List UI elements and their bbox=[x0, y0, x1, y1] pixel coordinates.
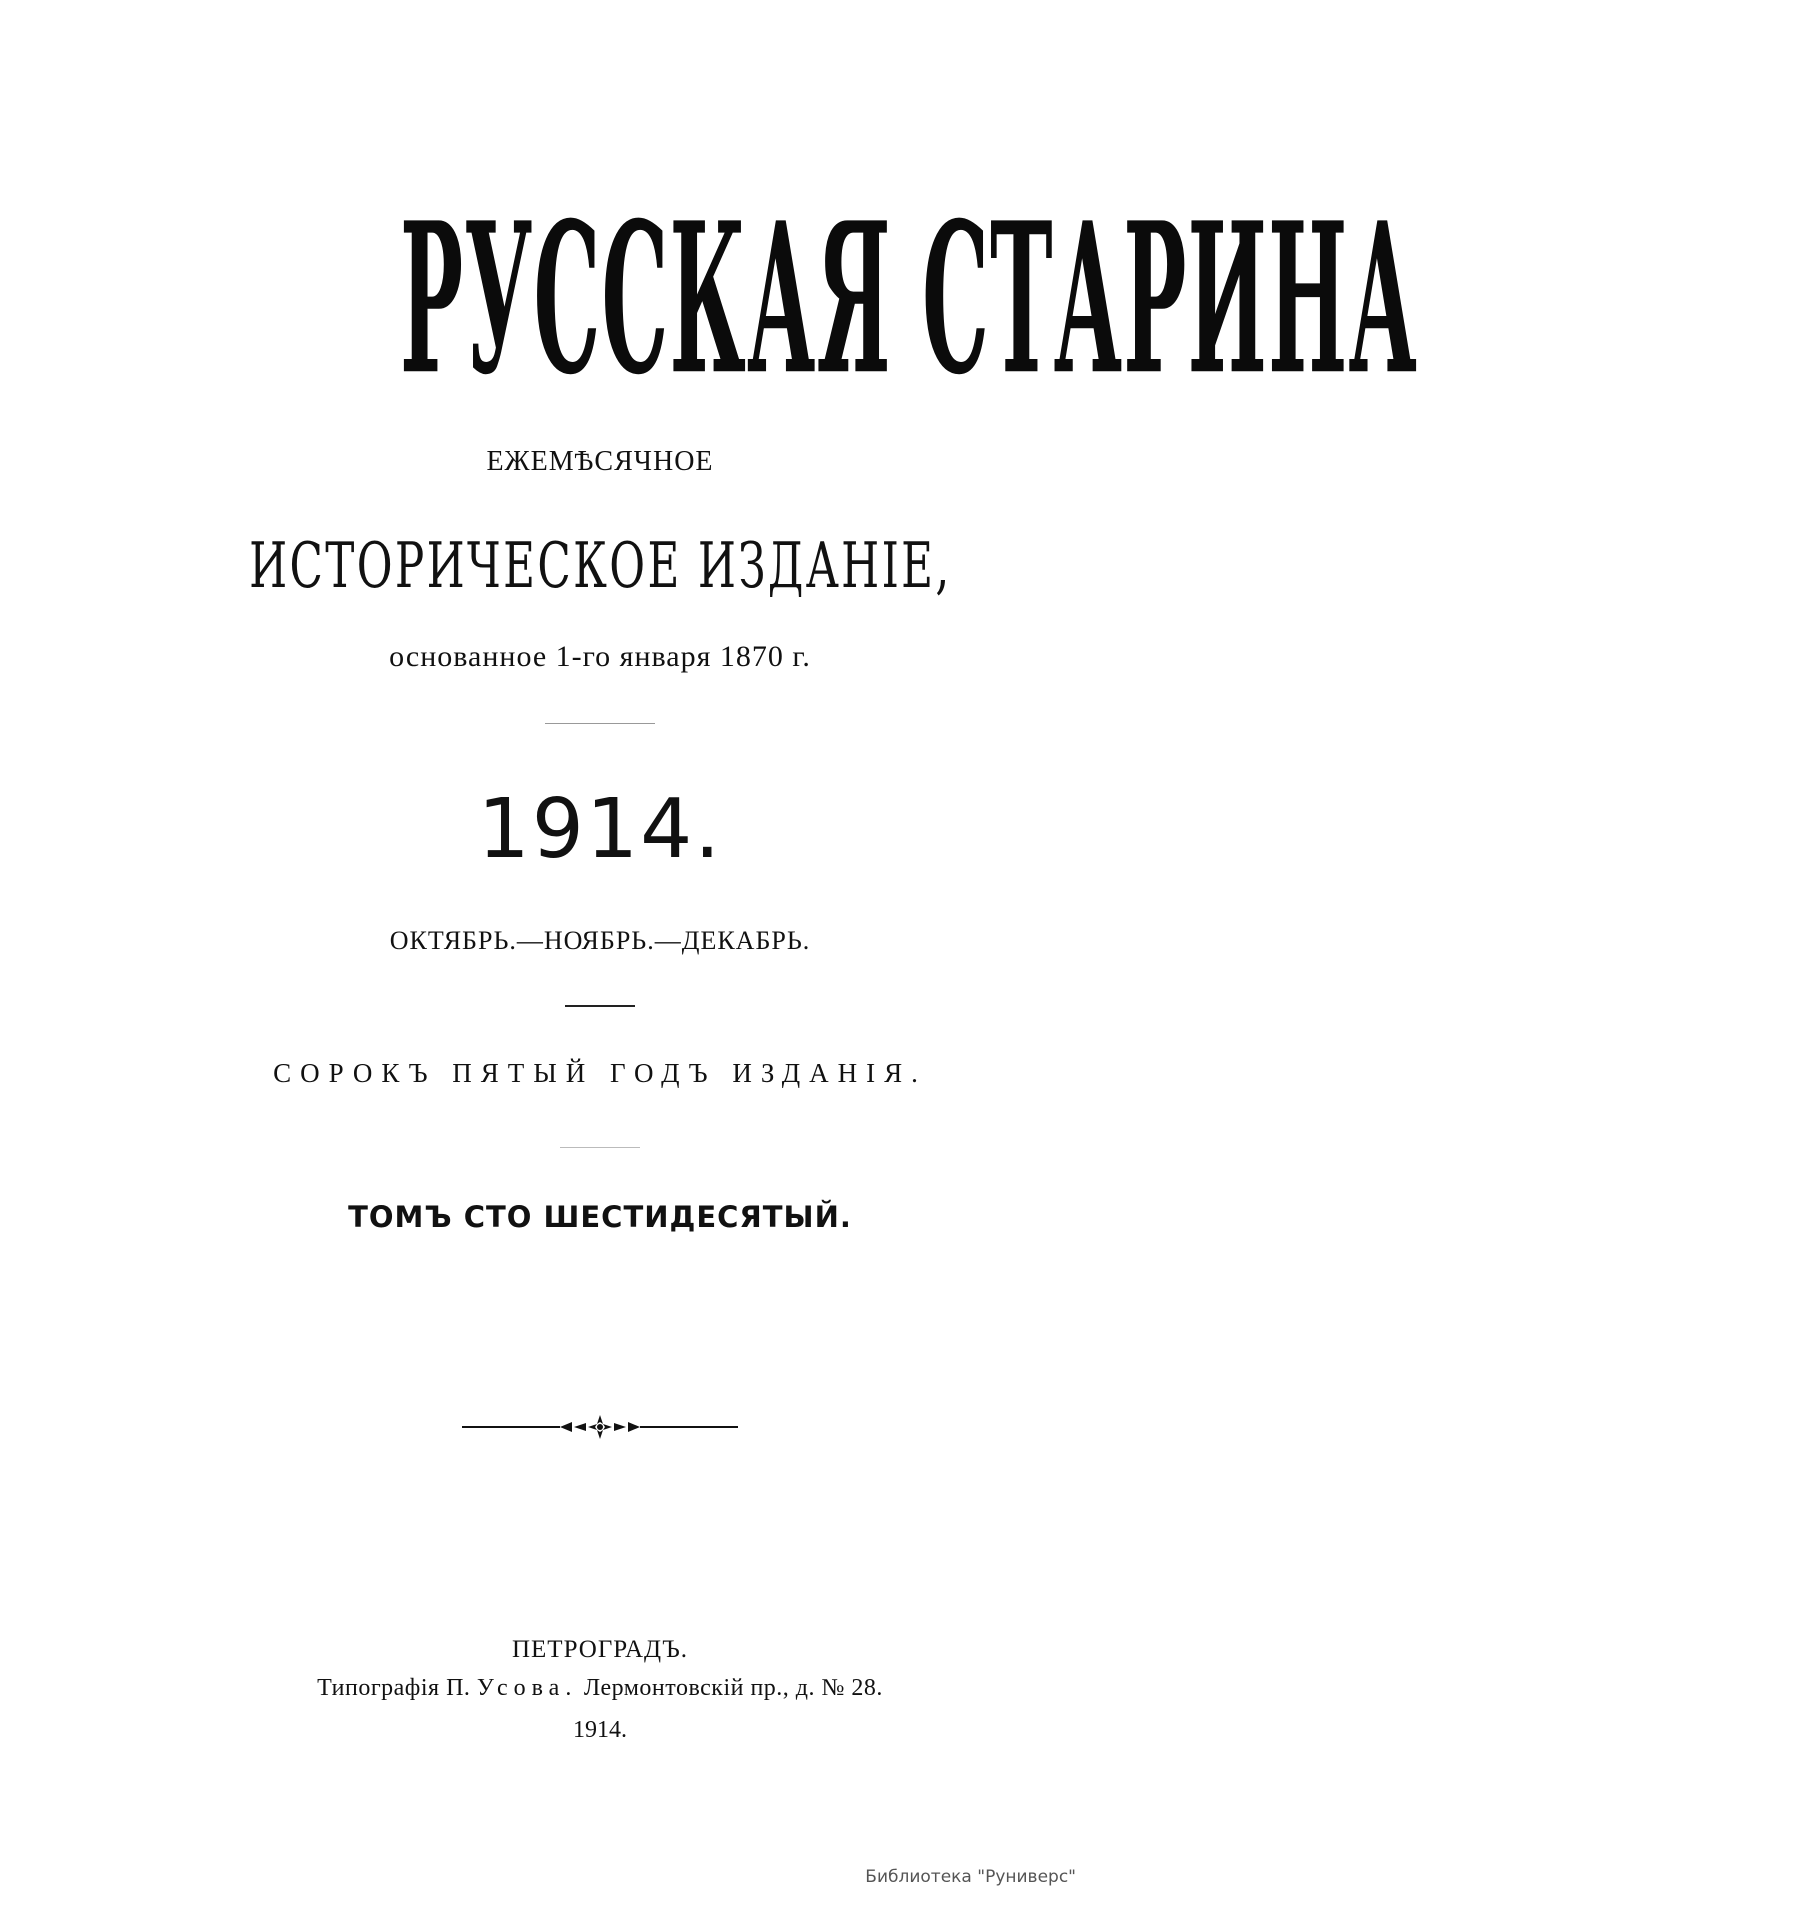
issue-year: 1914. bbox=[477, 782, 723, 877]
volume-title: ТОМЪ СТО ШЕСТИДЕСЯТЫЙ. bbox=[348, 1200, 852, 1234]
divider-thin bbox=[545, 723, 655, 724]
printer-prefix: Типографiя П. bbox=[317, 1675, 471, 1701]
subtitle-monthly: ЕЖЕМѢСЯЧНОЕ bbox=[486, 446, 714, 477]
masthead-title: РУССКАЯ СТАРИНА bbox=[399, 178, 1419, 421]
imprint-year: 1914. bbox=[573, 1717, 627, 1743]
printer-address: Лермонтовскiй пр., д. № 28. bbox=[583, 1675, 883, 1701]
ornament-divider-icon bbox=[460, 1412, 740, 1442]
founded-line: основанное 1-го января 1870 г. bbox=[389, 640, 811, 673]
divider-rule bbox=[565, 1005, 635, 1007]
divider-faint bbox=[560, 1147, 640, 1148]
masthead-title-line bbox=[0, 178, 1419, 421]
subtitle-historical: ИСТОРИЧЕСКОЕ ИЗДАНIЕ, bbox=[248, 530, 952, 603]
printer-name: Усова. bbox=[476, 1675, 578, 1701]
imprint-printer bbox=[0, 1675, 1200, 1702]
edition-year: СОРОКЪ ПЯТЫЙ ГОДЪ ИЗДАНIЯ. bbox=[273, 1058, 927, 1088]
subtitle-historical-line bbox=[0, 530, 1200, 610]
library-watermark: Библиотека "Руниверс" bbox=[865, 1867, 1076, 1887]
issue-months: ОКТЯБРЬ.—НОЯБРЬ.—ДЕКАБРЬ. bbox=[389, 926, 811, 955]
imprint-city: ПЕТРОГРАДЪ. bbox=[511, 1636, 689, 1663]
